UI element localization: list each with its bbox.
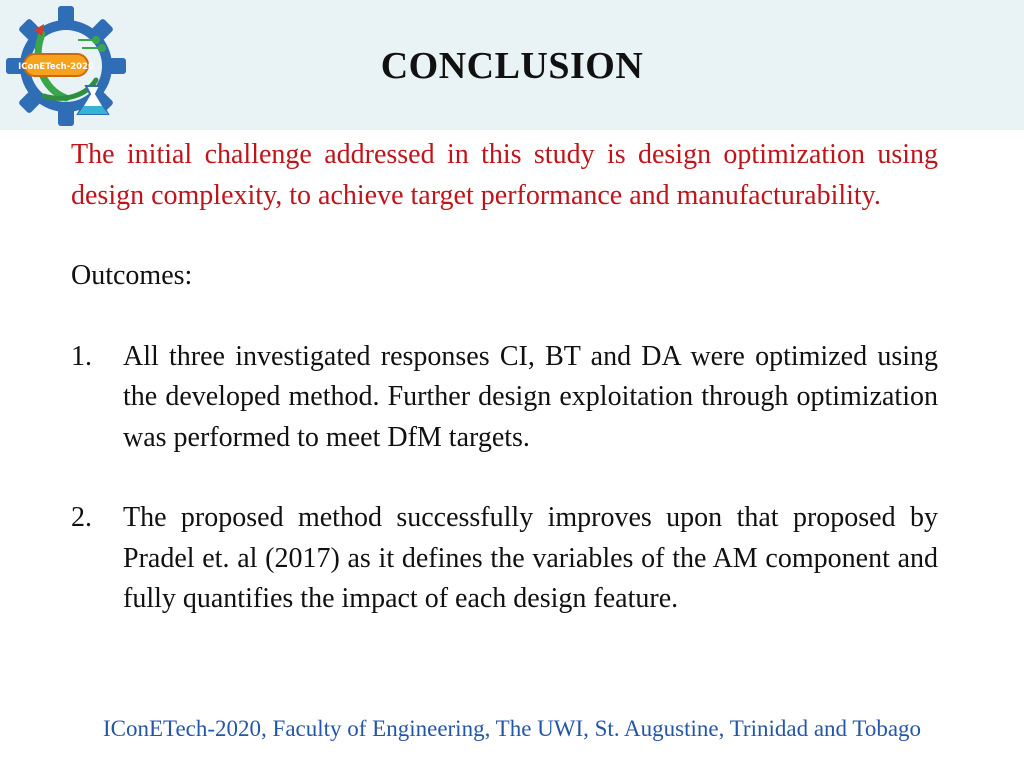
list-item-text: The proposed method successfully improves upon that proposed by Pradel et. al (2017) as it defines the variables of the AM component and fully quantifies the impact of each design feature. xyxy=(123,502,938,614)
list-item-number: 2. xyxy=(71,502,92,533)
slide-content xyxy=(71,135,938,620)
logo-text: IConETech-2020 xyxy=(18,62,94,72)
intro-paragraph: The initial challenge addressed in this study is design optimization using design complexity, to achieve target performance and manufacturability. xyxy=(71,139,938,211)
list-item xyxy=(71,337,938,459)
list-item-text: All three investigated responses CI, BT and DA were optimized using the developed method. Further design exploitation through optimization was performed to meet DfM targets. xyxy=(123,340,938,453)
page-title: CONCLUSION xyxy=(380,45,644,87)
outcomes-label: Outcomes: xyxy=(71,260,193,291)
footer-text: IConETech-2020, Faculty of Engineering, The UWI, St. Augustine, Trinidad and Tobago xyxy=(102,716,922,741)
list-item-number: 1. xyxy=(71,340,92,372)
list-item xyxy=(71,498,938,620)
